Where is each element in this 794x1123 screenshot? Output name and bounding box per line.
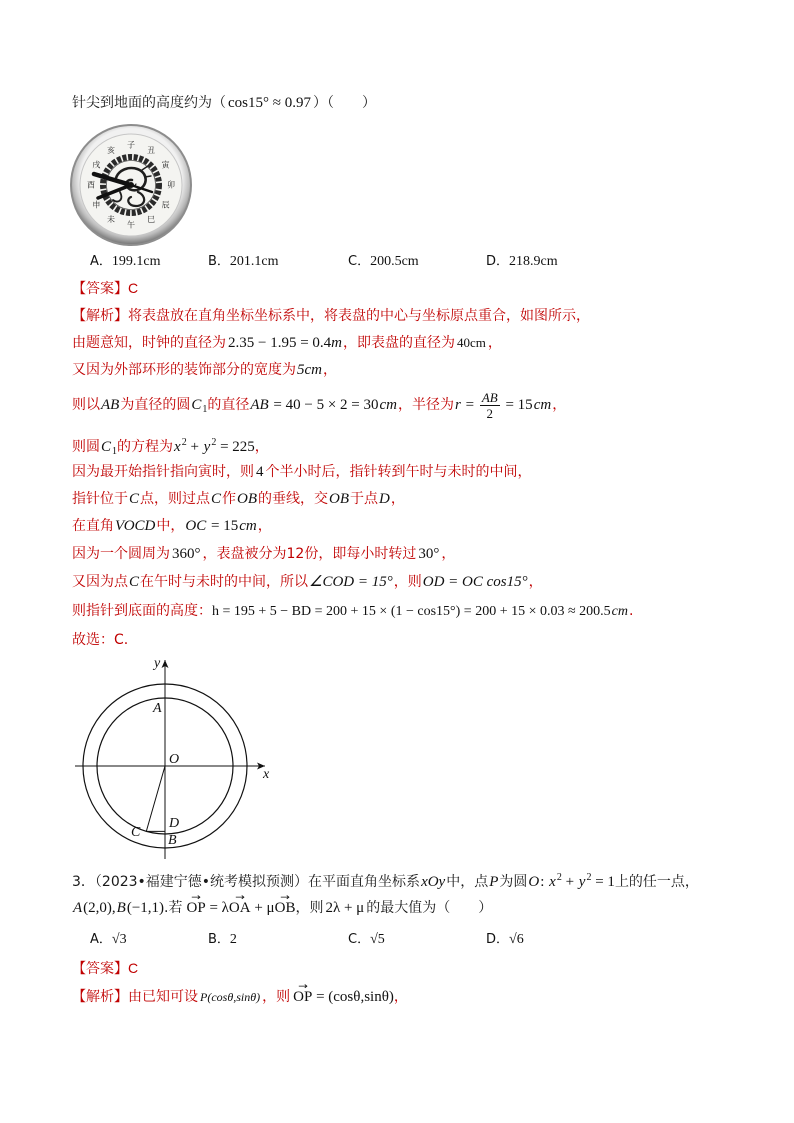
analysis-text: 将表盘放在直角坐标坐标系中，将表盘的中心与坐标原点重合，如图所示， bbox=[128, 308, 590, 324]
stem-math: = λ bbox=[205, 900, 229, 916]
stem-math: : bbox=[540, 874, 549, 890]
stem-text: 为圆 bbox=[499, 874, 528, 890]
analysis-math: h = 195 + 5 − BD = 200 + 15 × (1 − cos15°) = 200 + 15 × 0.03 ≈ 200.5 bbox=[212, 604, 611, 619]
stem-math: y bbox=[578, 874, 586, 890]
analysis-text: ，即表盘的直径为 bbox=[343, 335, 456, 351]
label-y: y bbox=[154, 656, 161, 671]
analysis-math-unit: cm bbox=[239, 518, 257, 534]
q2-analysis-line-4 bbox=[72, 391, 566, 424]
analysis-text: 因为一个圆周为 bbox=[72, 546, 170, 562]
stem-math: (−1,1) bbox=[126, 900, 165, 916]
analysis-math: = 15 bbox=[207, 518, 239, 534]
zodiac-char: 戌 bbox=[92, 160, 101, 170]
analysis-math: = 15 bbox=[501, 397, 533, 413]
answer-tag: 【答案】 bbox=[72, 961, 128, 977]
label-b: B bbox=[168, 833, 177, 848]
analysis-text: ， bbox=[254, 439, 269, 455]
analysis-text: ， bbox=[487, 335, 502, 351]
answer-tag: 【答案】 bbox=[72, 281, 128, 297]
analysis-text: 在直角 bbox=[72, 518, 114, 534]
analysis-math: 4 bbox=[256, 464, 264, 480]
analysis-text: ， bbox=[552, 397, 567, 413]
q2-option-d bbox=[486, 253, 558, 271]
q3-stem-line-1 bbox=[72, 869, 699, 892]
analysis-math: C bbox=[101, 439, 112, 455]
analysis-math-unit: cm bbox=[611, 604, 628, 619]
q2-analysis-line-2 bbox=[72, 334, 502, 353]
analysis-math: 2.35 − 1.95 = 0.4 bbox=[228, 335, 332, 351]
stem-text: 3．（2023•福建宁德•统考模拟预测）在平面直角坐标系 bbox=[72, 874, 421, 890]
zodiac-char: 卯 bbox=[167, 180, 175, 190]
analysis-text: 于点 bbox=[350, 491, 379, 507]
answer-value: C bbox=[128, 280, 139, 296]
q2-answer bbox=[72, 279, 138, 299]
analysis-tag: 【解析】 bbox=[72, 308, 128, 324]
analysis-text: ，则 bbox=[393, 574, 422, 590]
analysis-math: P(cosθ,sinθ) bbox=[200, 990, 261, 1004]
stem-math: cos15° ≈ 0.97 bbox=[228, 95, 311, 111]
fraction-denominator: 2 bbox=[486, 406, 494, 422]
stem-superscript: 2 bbox=[556, 872, 562, 883]
analysis-tag: 【解析】 bbox=[72, 989, 128, 1005]
q2-analysis-line-7 bbox=[72, 490, 405, 509]
zodiac-char: 丑 bbox=[147, 145, 155, 155]
analysis-text: ， bbox=[257, 518, 272, 534]
analysis-text: . bbox=[629, 603, 634, 619]
analysis-text: 因为最开始指针指向寅时，则 bbox=[72, 464, 254, 480]
label-d: D bbox=[169, 816, 180, 831]
analysis-text: ，表盘被分为12份，即每小时转过 bbox=[202, 546, 417, 562]
q2-option-a bbox=[90, 253, 161, 271]
analysis-text: ， bbox=[528, 574, 543, 590]
option-label: C． bbox=[348, 254, 371, 269]
zodiac-char: 申 bbox=[92, 200, 101, 210]
q2-stem bbox=[72, 94, 376, 113]
label-o: O bbox=[169, 752, 180, 767]
analysis-math: 360° bbox=[172, 546, 201, 562]
analysis-text: 的直径 bbox=[207, 397, 250, 413]
analysis-text: 则指针到底面的高度： bbox=[72, 603, 212, 619]
hand-pivot bbox=[128, 182, 134, 188]
option-value: 199.1cm bbox=[111, 254, 161, 269]
q2-analysis-line-11 bbox=[72, 602, 633, 621]
analysis-text: ， bbox=[390, 491, 405, 507]
stem-text: 的最大值为（ ） bbox=[366, 900, 493, 916]
q3-option-b bbox=[208, 931, 237, 949]
analysis-math: D bbox=[379, 491, 390, 507]
stem-math: 2λ + μ bbox=[325, 900, 365, 916]
stem-math: + μ bbox=[250, 900, 275, 916]
analysis-math: VOCD bbox=[115, 518, 156, 534]
q2-analysis-line-6 bbox=[72, 463, 532, 482]
analysis-text: ， bbox=[323, 362, 337, 378]
analysis-text: ， bbox=[441, 546, 456, 562]
analysis-math: OC bbox=[185, 518, 207, 534]
analysis-text: 又因为点 bbox=[72, 574, 128, 590]
option-value: 200.5cm bbox=[370, 254, 419, 269]
analysis-text: ， bbox=[393, 989, 408, 1005]
analysis-text: 则圆 bbox=[72, 439, 100, 455]
analysis-math: C bbox=[129, 491, 140, 507]
stem-math: x bbox=[549, 874, 556, 890]
option-label: D． bbox=[486, 254, 510, 269]
analysis-math: = 225 bbox=[216, 439, 255, 455]
stem-math: A bbox=[73, 900, 83, 916]
analysis-math: 40cm bbox=[457, 335, 486, 350]
analysis-math-unit: m bbox=[331, 335, 343, 351]
stem-math: O bbox=[528, 874, 540, 890]
analysis-math: r bbox=[455, 397, 461, 413]
fraction-numerator: AB bbox=[481, 390, 498, 406]
option-label: A． bbox=[90, 254, 112, 269]
analysis-math: C bbox=[191, 397, 202, 413]
analysis-math: AB bbox=[250, 397, 269, 413]
zodiac-char: 亥 bbox=[107, 145, 115, 155]
analysis-text: 的方程为 bbox=[117, 439, 174, 455]
analysis-text: 的垂线，交 bbox=[258, 491, 329, 507]
analysis-text: 作 bbox=[222, 491, 237, 507]
stem-text: 中，点 bbox=[446, 874, 489, 890]
q3-option-c bbox=[348, 931, 385, 949]
analysis-math: = 40 − 5 × 2 = 30 bbox=[269, 397, 379, 413]
analysis-text: 指针位于 bbox=[72, 491, 128, 507]
q3-option-a bbox=[90, 931, 127, 949]
analysis-math-unit: cm bbox=[533, 397, 552, 413]
stem-text: ，则 bbox=[295, 900, 324, 916]
analysis-text: 为直径的圆 bbox=[120, 397, 191, 413]
q3-option-d bbox=[486, 931, 524, 949]
analysis-text: ，则 bbox=[262, 989, 291, 1005]
analysis-conclusion: 故选：C. bbox=[72, 632, 129, 648]
q3-answer bbox=[72, 959, 138, 979]
stem-math: xOy bbox=[421, 874, 446, 890]
option-label: B． bbox=[208, 932, 230, 947]
label-c: C bbox=[131, 825, 141, 840]
analysis-math: C bbox=[211, 491, 222, 507]
q2-analysis-line-8 bbox=[72, 517, 272, 536]
stem-math: (2,0), bbox=[83, 900, 116, 916]
option-value: √6 bbox=[509, 932, 524, 947]
q3-analysis-line-1 bbox=[72, 988, 408, 1007]
analysis-math-unit: cm bbox=[379, 397, 398, 413]
analysis-math: y bbox=[203, 439, 211, 455]
stem-text: ）（ ） bbox=[312, 95, 376, 111]
q2-option-c bbox=[348, 253, 419, 271]
q2-analysis-line-1 bbox=[72, 307, 590, 326]
zodiac-char: 未 bbox=[107, 215, 115, 225]
analysis-math: = bbox=[461, 397, 478, 413]
analysis-subscript: 1 bbox=[202, 404, 208, 415]
q2-analysis-line-10 bbox=[72, 573, 543, 592]
analysis-math: C bbox=[129, 574, 140, 590]
q2-analysis-line-12 bbox=[72, 631, 128, 650]
stem-math: + bbox=[561, 874, 578, 890]
stem-math: B bbox=[116, 900, 126, 916]
q3-stem-line-2 bbox=[72, 899, 492, 918]
analysis-math: AB bbox=[101, 397, 120, 413]
analysis-superscript: 2 bbox=[211, 437, 217, 448]
q2-analysis-line-9 bbox=[72, 545, 455, 564]
vector-op: → OP bbox=[293, 988, 312, 1006]
analysis-math: OD = OC cos15° bbox=[422, 574, 528, 590]
zodiac-char: 寅 bbox=[161, 160, 170, 170]
vector-oa: → OA bbox=[229, 899, 251, 917]
stem-superscript: 2 bbox=[586, 872, 592, 883]
stem-math: P bbox=[489, 874, 499, 890]
label-x: x bbox=[263, 767, 270, 782]
analysis-math: 5cm bbox=[297, 362, 322, 378]
analysis-math: = (cosθ,sinθ) bbox=[312, 989, 394, 1005]
analysis-text: 在午时与未时的中间，所以 bbox=[140, 574, 309, 590]
analysis-math: OB bbox=[329, 491, 350, 507]
analysis-text: 由题意知，时钟的直径为 bbox=[72, 335, 226, 351]
analysis-math: ∠COD = 15° bbox=[309, 574, 393, 590]
analysis-text: ，半径为 bbox=[398, 397, 455, 413]
analysis-text: 个半小时后，指针转到午时与未时的中间， bbox=[265, 464, 532, 480]
q2-option-b bbox=[208, 253, 279, 271]
analysis-text: 由已知可设 bbox=[128, 989, 198, 1005]
analysis-math: x bbox=[174, 439, 181, 455]
vector-op: → OP bbox=[187, 899, 206, 917]
option-label: C． bbox=[348, 932, 371, 947]
option-label: B． bbox=[208, 254, 230, 269]
stem-text: 针尖到地面的高度约为（ bbox=[72, 95, 226, 111]
analysis-text: 点，则过点 bbox=[140, 491, 211, 507]
q2-analysis-line-5 bbox=[72, 434, 269, 461]
analysis-math: 30° bbox=[418, 546, 440, 562]
zodiac-char: 子 bbox=[127, 140, 135, 150]
analysis-subscript: 1 bbox=[112, 446, 118, 457]
stem-text: 上的任一点， bbox=[614, 874, 699, 890]
option-value: 201.1cm bbox=[229, 254, 279, 269]
analysis-text: 中， bbox=[156, 518, 185, 534]
option-value: √3 bbox=[111, 932, 127, 947]
zodiac-char: 巳 bbox=[147, 215, 155, 225]
zodiac-char: 酉 bbox=[87, 180, 95, 190]
analysis-text: 又因为外部环形的装饰部分的宽度为 bbox=[72, 362, 296, 378]
option-label: D． bbox=[486, 932, 510, 947]
label-a: A bbox=[153, 701, 162, 716]
option-value: √5 bbox=[370, 932, 385, 947]
option-value: 218.9cm bbox=[509, 254, 558, 269]
option-label: A． bbox=[90, 932, 112, 947]
zodiac-char: 辰 bbox=[161, 200, 170, 210]
analysis-text: 则以 bbox=[72, 397, 100, 413]
stem-math: = 1 bbox=[591, 874, 615, 890]
stem-text: .若 bbox=[164, 900, 183, 916]
fraction-ab-over-2 bbox=[480, 391, 500, 420]
clock-coordinate-figure bbox=[60, 650, 280, 865]
vector-ob: → OB bbox=[275, 899, 296, 917]
q2-analysis-line-3 bbox=[72, 361, 337, 380]
segment-oc bbox=[146, 766, 165, 831]
option-value: 2 bbox=[229, 932, 237, 947]
zodiac-clock-image bbox=[68, 122, 194, 248]
analysis-math: + bbox=[186, 439, 203, 455]
analysis-superscript: 2 bbox=[181, 437, 187, 448]
analysis-math: OB bbox=[237, 491, 258, 507]
answer-value: C bbox=[128, 960, 139, 976]
zodiac-char: 午 bbox=[127, 220, 135, 230]
